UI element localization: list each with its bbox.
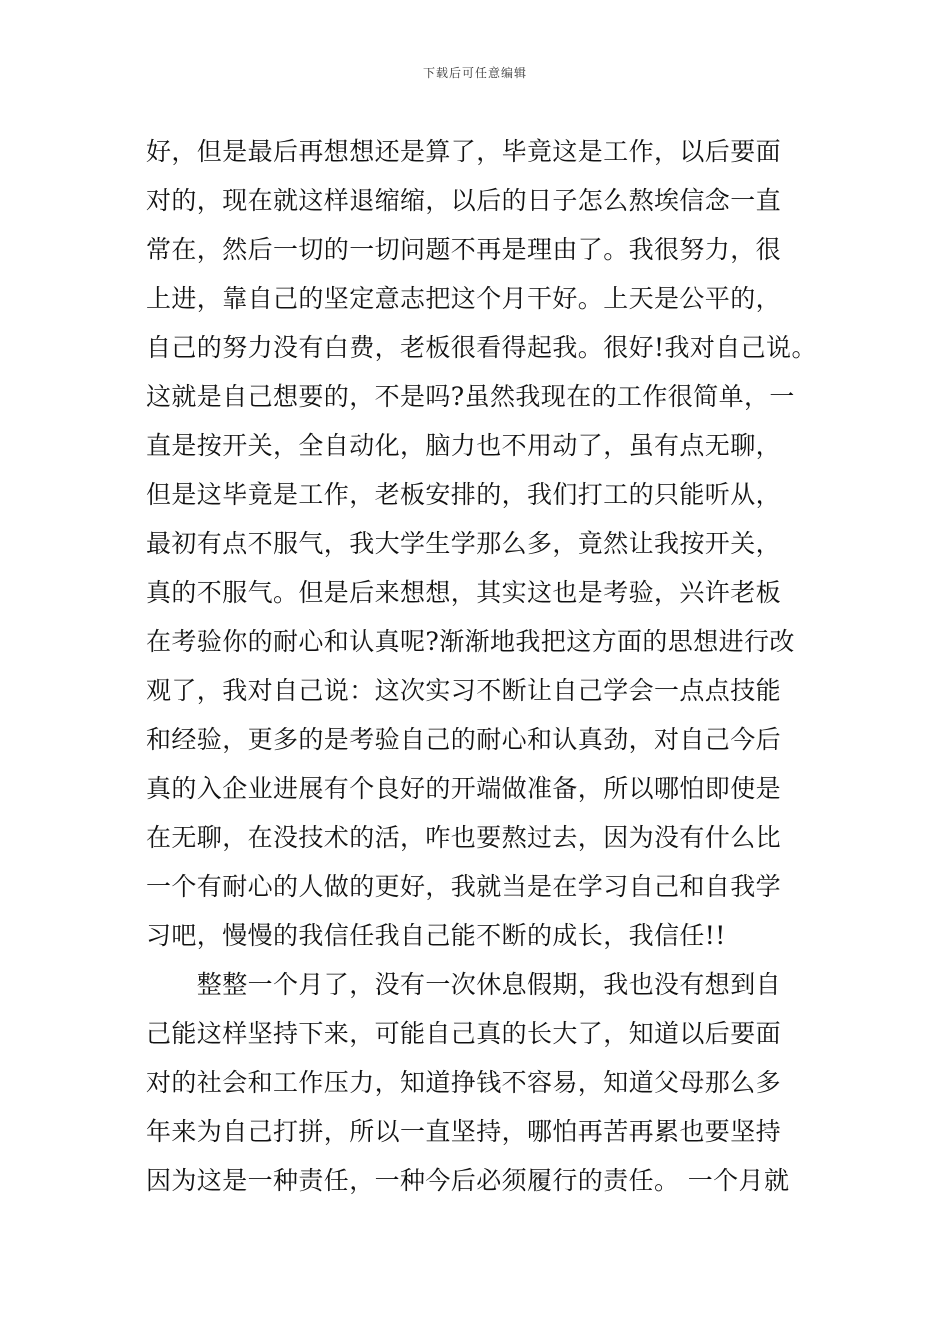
text-line: 一个有耐心的人做的更好，我就当是在学习自己和自我学 bbox=[146, 872, 782, 901]
text-line: 观了，我对自己说：这次实习不断让自己学会一点点技能 bbox=[146, 676, 782, 705]
text-line: 这就是自己想要的，不是吗?虽然我现在的工作很简单，一 bbox=[146, 382, 795, 411]
text-line: 上进，靠自己的坚定意志把这个月干好。上天是公平的， bbox=[146, 284, 782, 313]
text-line: 对的，现在就这样退缩缩，以后的日子怎么熬埃信念一直 bbox=[146, 186, 782, 215]
text-line: 己能这样坚持下来，可能自己真的长大了，知道以后要面 bbox=[146, 1019, 782, 1048]
text-line: 对的社会和工作压力，知道挣钱不容易，知道父母那么多 bbox=[146, 1068, 782, 1097]
text-line: 和经验，更多的是考验自己的耐心和认真劲，对自己今后 bbox=[146, 725, 782, 754]
text-line: 在无聊，在没技术的活，咋也要熬过去，因为没有什么比 bbox=[146, 823, 782, 852]
text-line: 真的不服气。但是后来想想，其实这也是考验，兴许老板 bbox=[146, 578, 782, 607]
text-line: 好，但是最后再想想还是算了，毕竟这是工作，以后要面 bbox=[146, 137, 782, 166]
text-line: 常在，然后一切的一切问题不再是理由了。我很努力，很 bbox=[146, 235, 782, 264]
text-line: 最初有点不服气，我大学生学那么多，竟然让我按开关， bbox=[146, 529, 782, 558]
text-line: 因为这是一种责任，一种今后必须履行的责任。 一个月就 bbox=[146, 1166, 790, 1195]
text-line: 习吧，慢慢的我信任我自己能不断的成长，我信任!! bbox=[146, 921, 726, 950]
text-line: 年来为自己打拼，所以一直坚持，哪怕再苦再累也要坚持 bbox=[146, 1117, 782, 1146]
page-header: 下载后可任意编辑 bbox=[422, 66, 527, 80]
text-line: 直是按开关，全自动化，脑力也不用动了，虽有点无聊， bbox=[146, 431, 782, 460]
document-body bbox=[146, 127, 846, 1205]
text-line: 但是这毕竟是工作，老板安排的，我们打工的只能听从， bbox=[146, 480, 782, 509]
paragraph-start-line: 整整一个月了，没有一次休息假期，我也没有想到自 bbox=[146, 970, 782, 999]
text-line: 自己的努力没有白费，老板很看得起我。很好!我对自己说。 bbox=[146, 333, 817, 362]
text-line: 真的入企业进展有个良好的开端做准备，所以哪怕即使是 bbox=[146, 774, 782, 803]
text-line: 在考验你的耐心和认真呢?渐渐地我把这方面的思想进行改 bbox=[146, 627, 795, 656]
